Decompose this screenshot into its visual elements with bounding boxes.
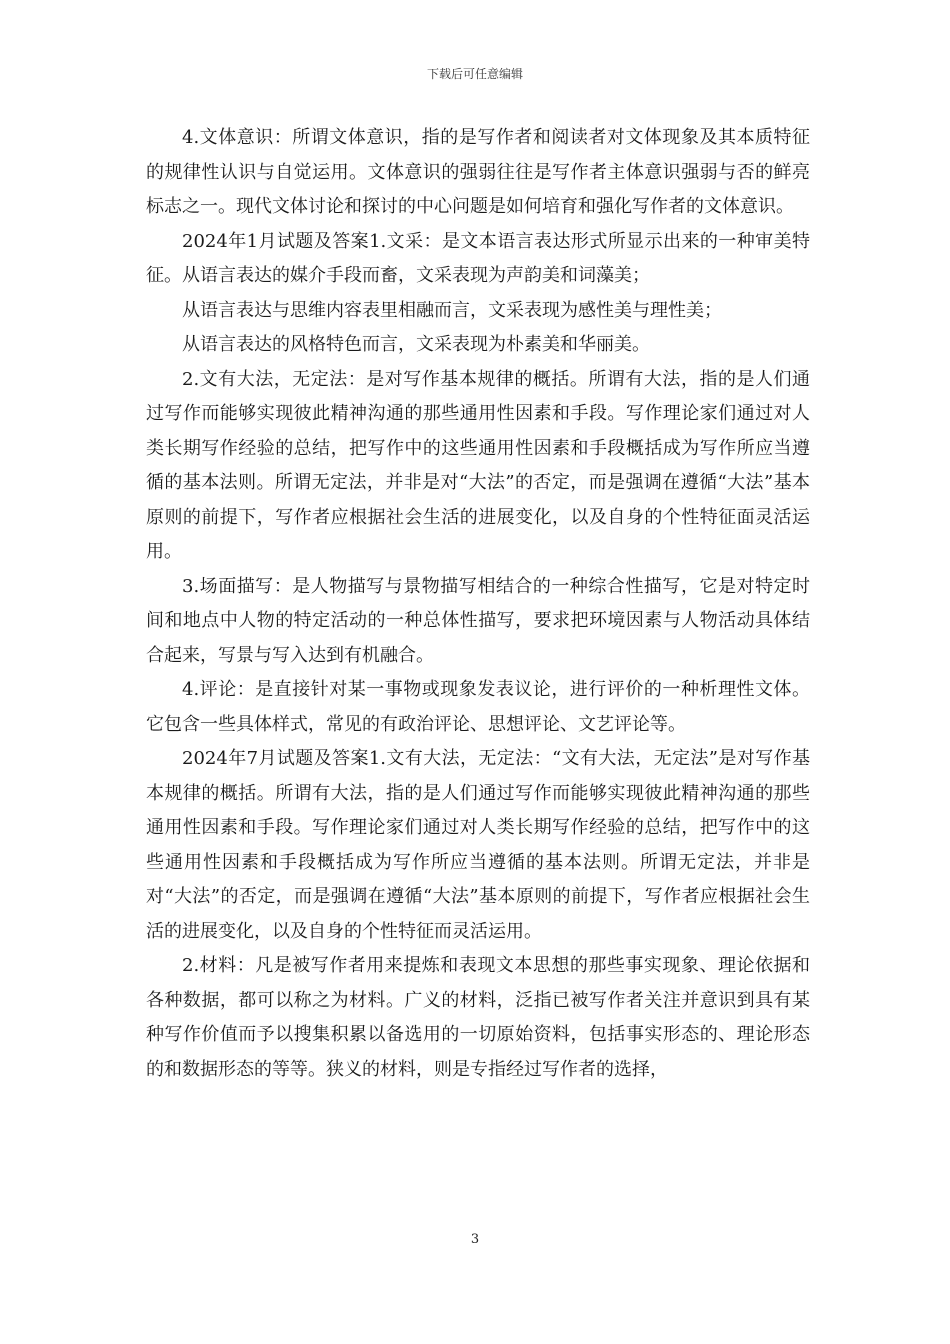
paragraph-2024-jul-great-method: 2024年7月试题及答案1.文有大法，无定法：“文有大法，无定法”是对写作基本规律的概括。所谓有大法，指的是人们通过写作而能够实现彼此精神沟通的那些通用性因素和手段。写作理论家们通过对人类长期写作经验的总结，把写作中的这些通用性因素和手段概括成为写作所应当遵循的基本法则。所谓无定法，并非是对“大法”的否定，而是强调在遵循“大法”基本原则的前提下，写作者应根据社会生活的进展变化，以及自身的个性特征而灵活运用。 — [146, 748, 810, 942]
paragraph-materials: 2.材料：凡是被写作者用来提炼和表现文本思想的那些事实现象、理论依据和各种数据，都可以称之为材料。广义的材料，泛指已被写作者关注并意识到具有某种写作价值而予以搜集积累以备选用的一切原始资料，包括事实形态的、理论形态的和数据形态的等等。狭义的材料，则是专指经过写作者的选择， — [146, 955, 810, 1080]
paragraph-stylistic-awareness: 4.文体意识：所谓文体意识，指的是写作者和阅读者对文体现象及其本质特征的规律性认识与自觉运用。文体意识的强弱往往是写作者主体意识强弱与否的鲜亮标志之一。现代文体讨论和探讨的中心问题是如何培育和强化写作者的文体意识。 — [146, 127, 810, 217]
page-header: 下载后可任意编辑 — [426, 67, 523, 81]
page-number: 3 — [470, 1232, 480, 1247]
paragraph-literary-grace-style: 从语言表达的风格特色而言，文采表现为朴素美和华丽美。 — [182, 334, 650, 355]
paragraph-great-method-no-fixed-method: 2.文有大法，无定法：是对写作基本规律的概括。所谓有大法，指的是人们通过写作而能够实现彼此精神沟通的那些通用性因素和手段。写作理论家们通过对人类长期写作经验的总结，把写作中的这些通用性因素和手段概括成为写作所应当遵循的基本法则。所谓无定法，并非是对“大法”的否定，而是强调在遵循“大法”基本原则的前提下，写作者应根据社会生活的进展变化，以及自身的个性特征面灵活运用。 — [146, 368, 810, 562]
paragraph-2024-jan-literary-grace: 2024年1月试题及答案1.文采：是文本语言表达形式所显示出来的一种审美特征。从语言表达的媒介手段而畜，文采表现为声韵美和词藻美； — [146, 230, 810, 286]
paragraph-literary-grace-sensory: 从语言表达与思维内容表里相融而言，文采表现为感性美与理性美； — [182, 299, 722, 321]
paragraph-commentary: 4.评论：是直接针对某一事物或现象发表议论，进行评价的一种析理性文体。它包含一些具体样式，常见的有政治评论、思想评论、文艺评论等。 — [146, 679, 810, 735]
document-body — [146, 121, 810, 1087]
paragraph-scene-description: 3.场面描写：是人物描写与景物描写相结合的一种综合性描写，它是对特定时间和地点中人物的特定活动的一种总体性描写，要求把环境因素与人物活动具体结合起来，写景与写入达到有机融合。 — [146, 575, 810, 666]
